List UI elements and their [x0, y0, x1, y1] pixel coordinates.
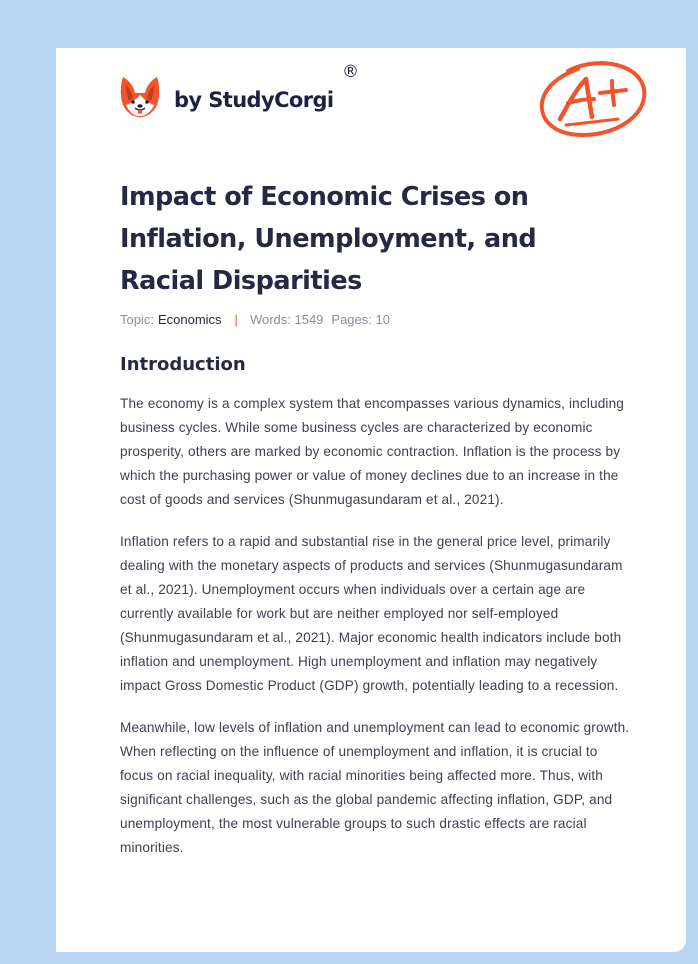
- topic-label: Topic:: [120, 312, 154, 327]
- brand-name: by StudyCorgi: [174, 88, 334, 112]
- corgi-icon: [120, 75, 160, 119]
- page-count: Pages: 10: [331, 312, 390, 327]
- article-meta: [120, 312, 390, 327]
- article-title: Impact of Economic Crises on Inflation, Unemployment, and Racial Disparities: [120, 182, 537, 296]
- paragraph: The economy is a complex system that encompasses various dynamics, including business cycles. While some business cycles are characterized by economic prosperity, others are marked by economic contraction. Inflation is the process by which the purchasing power or value of money declines due to an increase in the cost of goods and services (Shunmugasundaram et al., 2021).: [120, 396, 625, 507]
- registered-mark: ®: [342, 62, 359, 82]
- word-count: Words: 1549: [249, 312, 324, 327]
- section-heading: Introduction: [120, 354, 246, 375]
- paragraph: Meanwhile, low levels of inflation and unemployment can lead to economic growth. When reflecting on the influence of unemployment and inflation, it is crucial to focus on racial inequality, with racial minorities being affected more. Thus, with significant challenges, such as the global pandemic affecting inflation, GDP, and unemployment, the most vulnerable groups to such drastic effects are racial minorities.: [120, 720, 630, 855]
- document-card: [56, 48, 686, 952]
- section-body: [120, 392, 634, 878]
- meta-separator: |: [234, 312, 238, 327]
- paragraph: Inflation refers to a rapid and substantial rise in the general price level, primarily dealing with the monetary aspects of products and services (Shunmugasundaram et al., 2021). Unemployment occurs when individuals over a certain age are currently available for work but are neither employed nor self-employed (Shunmugasundaram et al., 2021). Major economic health indicators include both inflation and unemployment. High unemployment and inflation may negatively impact Gross Domestic Product (GDP) growth, potentially leading to a recession.: [120, 534, 623, 693]
- studycorgi-logo[interactable]: [120, 75, 334, 119]
- topic-link[interactable]: Economics: [157, 312, 222, 327]
- a-plus-grade-icon: [538, 59, 648, 139]
